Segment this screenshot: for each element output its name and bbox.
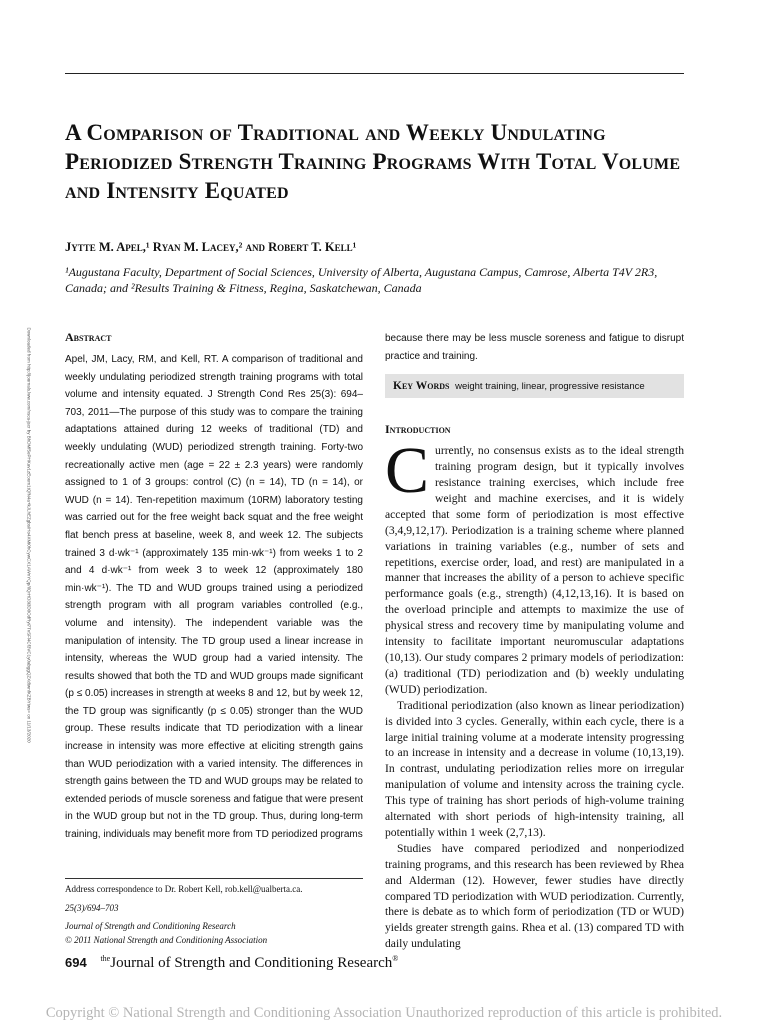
footnote-rule [65, 878, 363, 879]
footer-registered-mark: ® [392, 954, 399, 963]
footnotes [65, 883, 363, 947]
author-list: Jytte M. Apel,¹ Ryan M. Lacey,² and Robert T. Kell¹ [65, 240, 357, 254]
drop-cap: C [385, 434, 430, 508]
footer-journal-text: Journal of Strength and Conditioning Research [110, 955, 393, 971]
journal-note: Journal of Strength and Conditioning Research [65, 921, 236, 931]
copyright-note: © 2011 National Strength and Conditioning Association [65, 934, 268, 945]
page-number: 694 [65, 955, 87, 970]
abstract-body: Apel, JM, Lacy, RM, and Kell, RT. A comparison of traditional and weekly undulating periodized strength training programs with total volume and intensity equated. J Strength Cond Res 25(3): 694–703, 2011—The purpose of this study was to compare the training adaptations attained during 12 weeks of traditional (TD) and weekly undulating (WUD) periodized strength training. Forty-two recreationally active men (age = 22 ± 2.3 years) were randomly assigned to 1 of 3 groups: control (C) (n = 14), TD (n = 14), or WUD (n = 14). Ten-repetition maximum (10RM) laboratory testing was carried out for the free weight back squat and the free weight flat bench press at baseline, week 8, and week 12. The subjects trained 3 d·wk⁻¹ (approximately 135 min·wk⁻¹) from weeks 1 to 2 and 4 d·wk⁻¹ from week 3 to week 12 (approximately 180 min·wk⁻¹). The TD and WUD groups trained using a periodized strength program with all program variables controlled (e.g., volume and intensity). The independent variable was the manipulation of intensity. The TD group used a linear increase in intensity, whereas the WUD group had a varied intensity. The results showed that both the TD and WUD groups made significant (p ≤ 0.05) increases in strength at weeks 8 and 12, but by week 12, the TD group was significantly (p ≤ 0.05) stronger than the WUD group. These results indicate that TD periodization with a linear increase in intensity was more effective at eliciting strength gains than WUD periodization with a varied intensity. The differences in strength gains between the TD and WUD groups may be related to extended periods of muscle soreness and fatigue that were present in the WUD group but not in the TD group. Thus, during long-term training, individuals may benefit more from TD periodized programs [65, 354, 363, 841]
download-note [24, 325, 32, 1015]
volume-note: 25(3)/694–703 [65, 902, 119, 913]
keywords-label: Key Words [393, 380, 450, 393]
intro-paragraph-3: Studies have compared periodized and nonperiodized training programs, and this research has been reviewed by Rhea and Alderman (12). However, fewer studies have directly compared TD periodization with WUD periodization. Currently, there is debate as to which form of periodization (TD or WUD) yields greater strength gains. Rhea et al. (13) compared TD with daily undulating [385, 841, 684, 951]
top-rule [65, 73, 684, 74]
abstract-continuation: because there may be less muscle soreness and fatigue to disrupt practice and training. [385, 333, 684, 362]
intro-paragraph-2: Traditional periodization (also known as linear periodization) is divided into 3 cycles. Generally, within each cycle, there is a large initial training volume at a moderate intensity progressing to an increase in intensity and a decrease in volume (10,13,19). In contrast, undulating periodization relies more on irregular manipulation of volume and intensity across the training cycle. This type of training has short periods of high-volume training alternated with short periods of high-intensity training, all potentially within 1 week (2,7,13). [385, 698, 684, 839]
introduction-heading: Introduction [385, 422, 451, 437]
keywords-box [385, 374, 684, 398]
intro-paragraph-1-text: urrently, no consensus exists as to the ideal strength training program design, but it typically involves resistance training exercises, which include free weight and machine exercises, and it is widely accepted that some form of periodization is most effective (3,4,9,12,17). Periodization is a training scheme where planned variations in training variables (e.g., number of sets and repetitions, exercise order, load, and rest) are manipulated in a manner that increases the ability of a person to achieve specific performance goals (e.g., strength) (4,12,13,16). It is based on the overload principle and attempts to maximize the use of physical stress and recovery time by manipulating volume and intensity to facilitate important neuromuscular adaptations (10,13). Our study compares 2 primary models of periodization: (a) traditional (TD) periodization and (b) weekly undulating (WUD) periodization. [385, 444, 684, 696]
page-footer [65, 955, 685, 972]
intro-paragraph-1 [385, 434, 684, 698]
download-note-text: Downloaded from http://journals.lww.com/nsca-jscr by BhDMf5ePHKav1zEoum1tQfN4a+kJLhEZgbsIHo4XMi0hCywCX1AWnYQp/IlQrHD3i3D0OdRyi7TvSFl4Cf3VC1y0abggQZXdtwnfKZBYtws= on 11/13/2020 [26, 327, 32, 743]
keywords-text: weight training, linear, progressive resistance [455, 381, 645, 393]
right-column [385, 330, 684, 952]
article-title: A Comparison of Traditional and Weekly Undulating Periodized Strength Training Programs With Total Volume and Intensity Equated [65, 120, 681, 203]
abstract-heading: Abstract [65, 330, 112, 344]
footer-journal-name [100, 955, 398, 971]
copyright-watermark: Copyright © National Strength and Conditioning Association Unauthorized reproduction of this article is prohibited. [45, 1005, 723, 1021]
affiliations: ¹Augustana Faculty, Department of Social Sciences, University of Alberta, Augustana Campus, Camrose, Alberta T4V 2R3, Canada; and ²Results Training & Fitness, Regina, Saskatchewan, Canada [65, 265, 658, 295]
correspondence-note: Address correspondence to Dr. Robert Kell, rob.kell@ualberta.ca. [65, 884, 303, 894]
footer-the: the [100, 954, 111, 963]
left-column [65, 330, 363, 844]
